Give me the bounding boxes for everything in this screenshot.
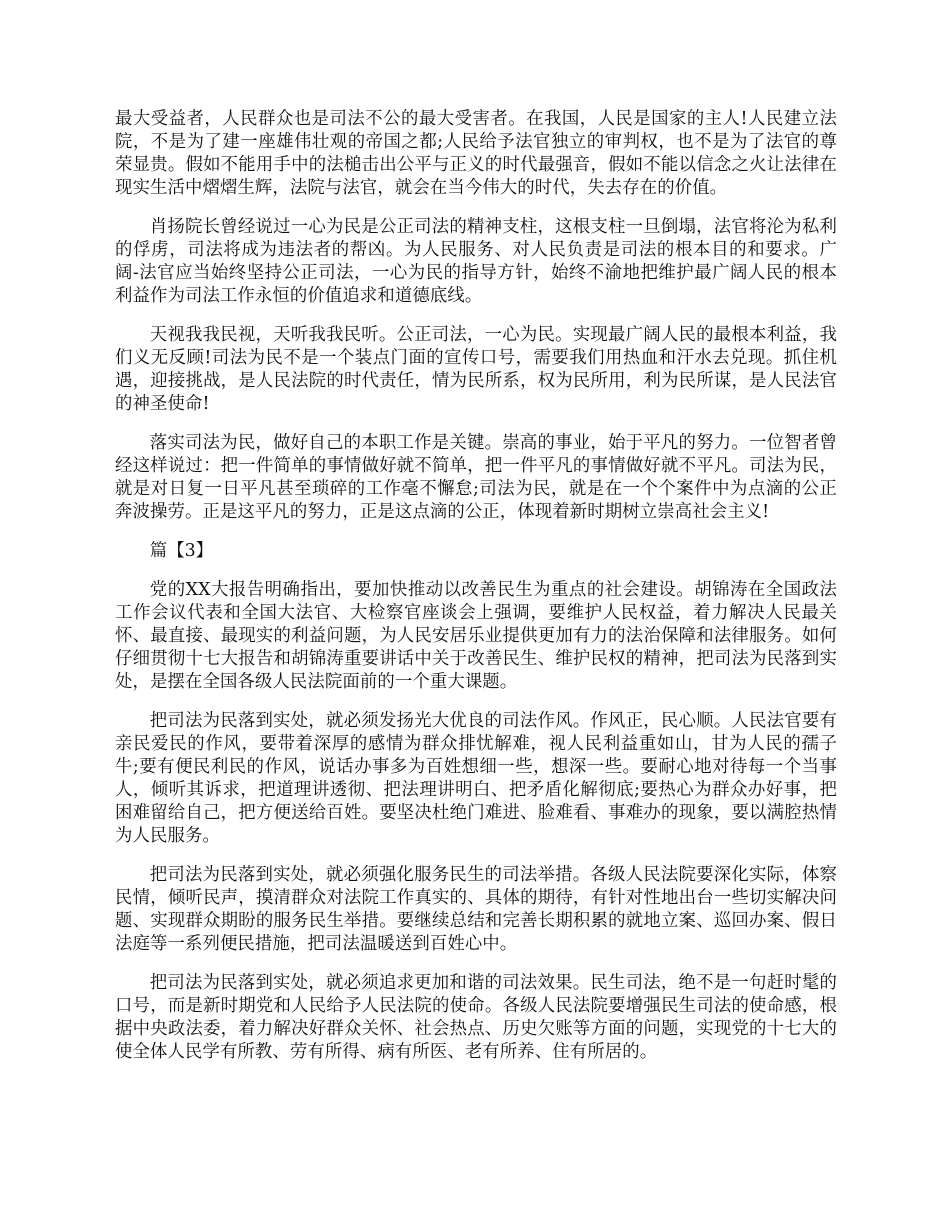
document-page (115, 108, 837, 1080)
paragraph: 把司法为民落到实处，就必须强化服务民生的司法举措。各级人民法院要深化实际，体察民情，倾听民声，摸清群众对法院工作真实的、具体的期待，有针对性地出台一些切实解决问题、实现群众期盼的服务民生举措。要继续总结和完善长期积累的就地立案、巡回办案、假日法庭等一系列便民措施，把司法温暖送到百姓心中。 (115, 865, 837, 954)
paragraph-continued: 最大受益者，人民群众也是司法不公的最大受害者。在我国，人民是国家的主人!人民建立法院，不是为了建一座雄伟壮观的帝国之都;人民给予法官独立的审判权，也不是为了法官的尊荣显贵。假如不能用手中的法槌击出公平与正义的时代最强音，假如不能以信念之火让法律在现实生活中熠熠生辉，法院与法官，就会在当今伟大的时代，失去存在的价值。 (115, 109, 837, 198)
paragraph: 党的XX大报告明确指出，要加快推动以改善民生为重点的社会建设。胡锦涛在全国政法工作会议代表和全国大法官、大检察官座谈会上强调，要维护人民权益，着力解决人民最关怀、最直接、最现实的利益问题，为人民安居乐业提供更加有力的法治保障和法律服务。如何仔细贯彻十七大报告和胡锦涛重要讲话中关于改善民生、维护民权的精神，把司法为民落到实处，是摆在全国各级人民法院面前的一个重大课题。 (115, 580, 837, 692)
paragraph: 把司法为民落到实处，就必须发扬光大优良的司法作风。作风正，民心顺。人民法官要有亲民爱民的作风，要带着深厚的感情为群众排忧解难，视人民利益重如山，甘为人民的孺子牛;要有便民利民的作风，说话办事多为百姓想细一些，想深一些。要耐心地对待每一个当事人，倾听其诉求，把道理讲透彻、把法理讲明白、把矛盾化解彻底;要热心为群众办好事，把困难留给自己，把方便送给百姓。要坚决杜绝门难进、脸难看、事难办的现象，要以满腔热情为人民服务。 (115, 711, 837, 846)
paragraph: 肖扬院长曾经说过一心为民是公正司法的精神支柱，这根支柱一旦倒塌，法官将沦为私利的俘虏，司法将成为违法者的帮凶。为人民服务、对人民负责是司法的根本目的和要求。广阔-法官应当始终坚持公正司法，一心为民的指导方针，始终不渝地把维护最广阔人民的根本利益作为司法工作永恒的价值追求和道德底线。 (115, 217, 837, 306)
paragraph: 天视我我民视，天听我我民听。公正司法，一心为民。实现最广阔人民的最根本利益，我们义无反顾!司法为民不是一个装点门面的宣传口号，需要我们用热血和汗水去兑现。抓住机遇，迎接挑战，是人民法院的时代责任，情为民所系，权为民所用，利为民所谋，是人民法官的神圣使命! (115, 325, 837, 414)
section-heading: 篇【3】 (149, 541, 214, 561)
paragraph: 落实司法为民，做好自己的本职工作是关键。崇高的事业，始于平凡的努力。一位智者曾经这样说过：把一件简单的事情做好就不简单，把一件平凡的事情做好就不平凡。司法为民，就是对日复一日平凡甚至琐碎的工作毫不懈怠;司法为民，就是在一个个案件中为点滴的公正奔波操劳。正是这平凡的努力，正是这点滴的公正，体现着新时期树立崇高社会主义! (115, 433, 837, 522)
paragraph: 把司法为民落到实处，就必须追求更加和谐的司法效果。民生司法，绝不是一句赶时髦的口号，而是新时期党和人民给予人民法院的使命。各级人民法院要增强民生司法的使命感，根据中央政法委，着力解决好群众关怀、社会热点、历史欠账等方面的问题，实现党的十七大的使全体人民学有所教、劳有所得、病有所医、老有所养、住有所居的。 (115, 973, 837, 1062)
